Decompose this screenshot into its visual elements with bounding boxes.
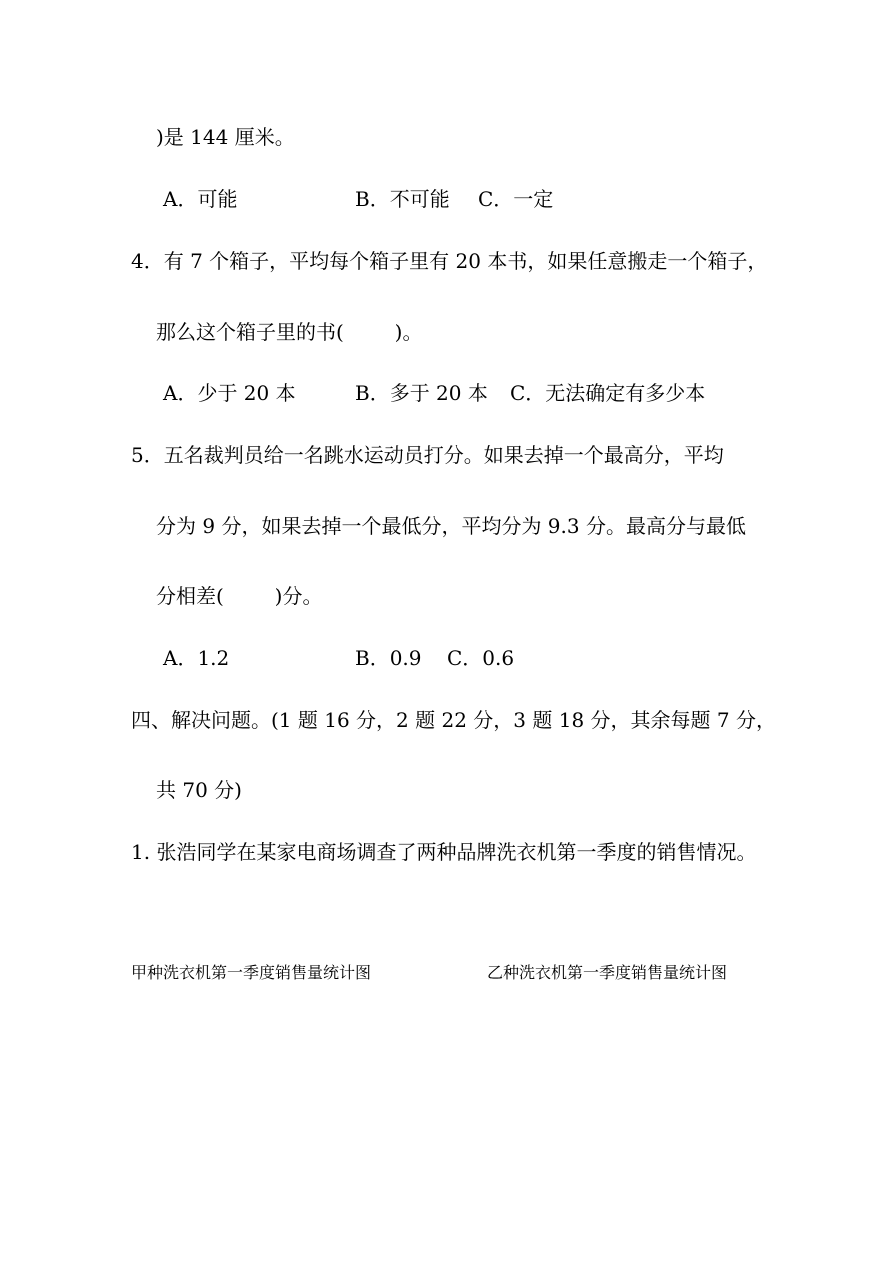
question-5-text-line-3: 分相差( )分。: [156, 584, 323, 608]
question-3-option-c: C．一定: [478, 187, 554, 211]
section-4-heading-line-1: 四、解决问题。(1 题 16 分，2 题 22 分，3 题 18 分，其余每题 7 分，: [131, 708, 776, 732]
question-5-option-b: B．0.9: [355, 646, 422, 670]
chart-title-right: 乙种洗衣机第一季度销售量统计图: [487, 963, 728, 982]
question-3-text-line: )是 144 厘米。: [156, 125, 295, 149]
question-5-text-line-1: 5．五名裁判员给一名跳水运动员打分。如果去掉一个最高分，平均: [131, 443, 724, 467]
question-4-option-a: A．少于 20 本: [163, 381, 296, 405]
question-4-text-line-2: 那么这个箱子里的书( )。: [156, 320, 423, 344]
problem-1-text: 1. 张浩同学在某家电商场调查了两种品牌洗衣机第一季度的销售情况。: [131, 840, 757, 864]
question-3-option-a: A．可能: [163, 187, 238, 211]
question-5-text-line-2: 分为 9 分，如果去掉一个最低分，平均分为 9.3 分。最高分与最低: [156, 514, 746, 538]
question-4-text-line-1: 4．有 7 个箱子，平均每个箱子里有 20 本书，如果任意搬走一个箱子，: [131, 249, 768, 273]
question-4-option-b: B．多于 20 本: [355, 381, 488, 405]
question-3-option-b: B．不可能: [355, 187, 450, 211]
question-5-option-a: A．1.2: [163, 646, 230, 670]
question-4-option-c: C．无法确定有多少本: [510, 381, 706, 405]
question-5-option-c: C．0.6: [447, 646, 515, 670]
chart-title-left: 甲种洗衣机第一季度销售量统计图: [131, 963, 372, 982]
section-4-heading-line-2: 共 70 分): [156, 778, 242, 802]
